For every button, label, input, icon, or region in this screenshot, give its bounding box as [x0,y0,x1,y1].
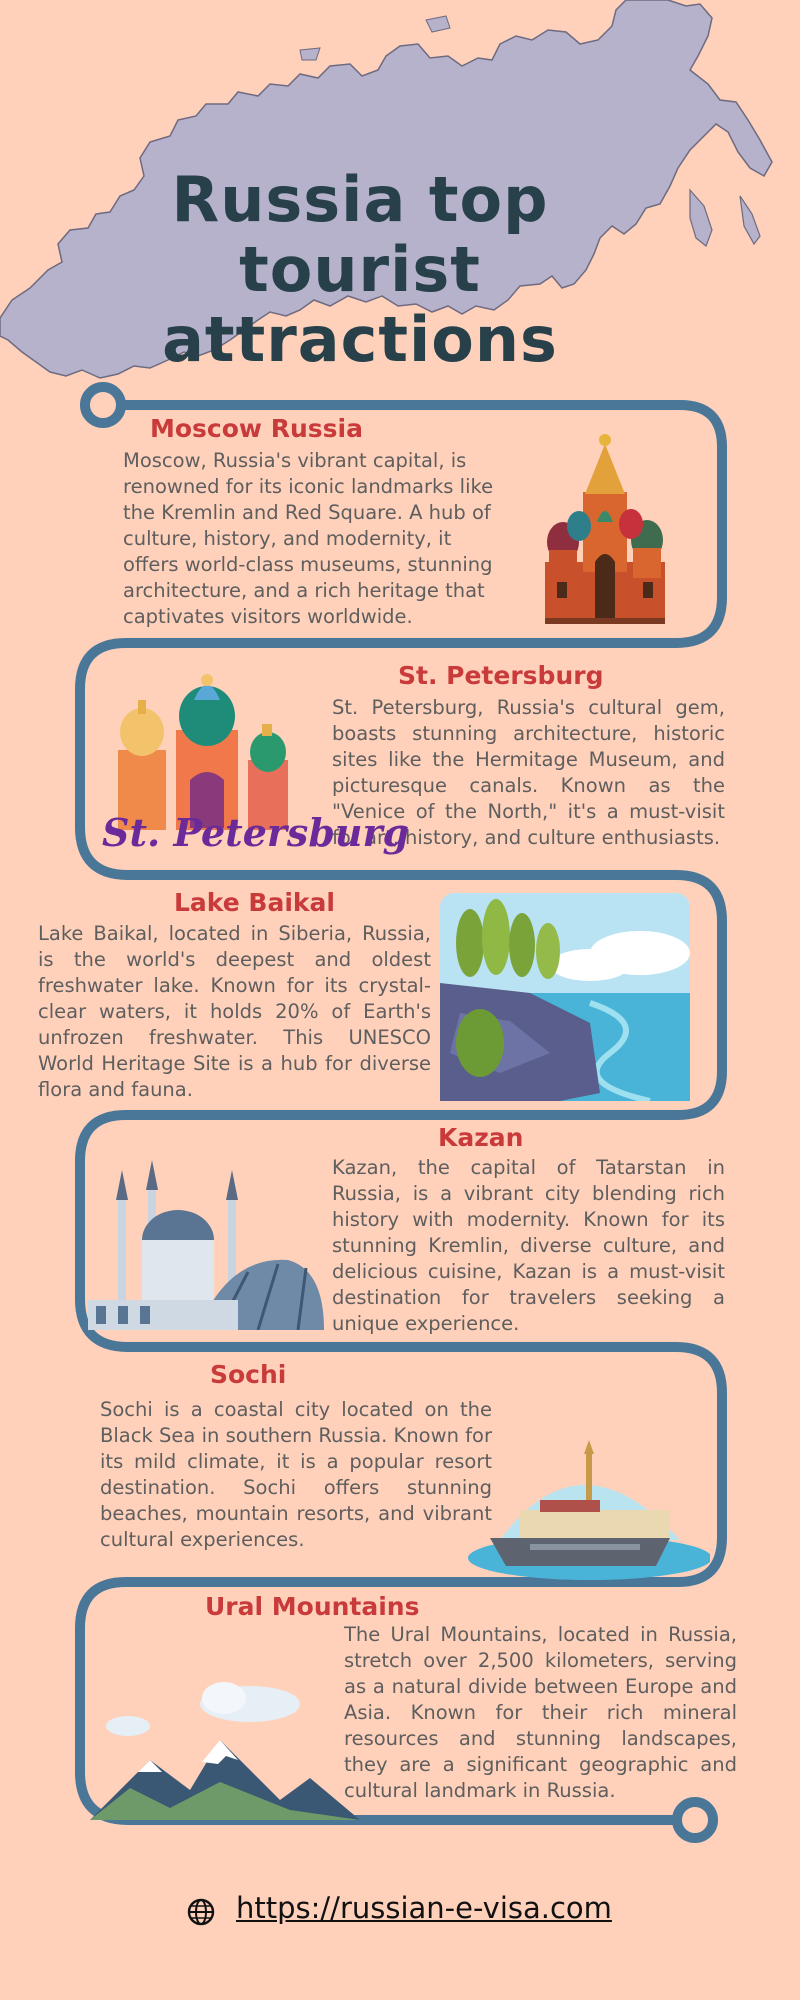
kazan-mosque-illustration [88,1160,324,1330]
section-heading-moscow: Moscow Russia [150,414,363,443]
section-heading-kazan: Kazan [438,1123,524,1152]
website-link[interactable]: https://russian-e-visa.com [236,1891,612,1925]
sochi-port-illustration [460,1440,710,1580]
page-title: Russia top tourist attractions [162,163,558,376]
section-heading-lake-baikal: Lake Baikal [174,888,335,917]
st-basils-cathedral-illustration [535,422,675,628]
section-heading-ural-mountains: Ural Mountains [205,1592,420,1621]
section-heading-sochi: Sochi [210,1360,287,1389]
section-text-kazan: Kazan, the capital of Tatarstan in Russia, is a vibrant city blending rich history with modernity. Known for its stunning Kremlin, diverse culture, and delicious cuisine, Kazan is a must-visit destination for travelers seeking a unique experience. [332,1156,725,1335]
section-text-moscow: Moscow, Russia's vibrant capital, is renowned for its iconic landmarks like the Kremlin and Red Square. A hub of culture, history, and modernity, it offers world-class museums, stunning architecture, and a rich heritage that captivates visitors worldwide. [123,449,494,628]
section-heading-st-petersburg: St. Petersburg [398,661,604,690]
globe-icon [186,1897,216,1927]
mountains-illustration [90,1670,360,1820]
section-text-ural-mountains: The Ural Mountains, located in Russia, stretch over 2,500 kilometers, serving as a natural divide between Europe and Asia. Known for their rich mineral resources and stunning landscapes, they are a significant geographic and cultural landmark in Russia. [344,1623,737,1802]
st-petersburg-illustration-text: St. Petersburg [102,810,410,855]
lake-cliff-illustration [440,893,690,1101]
section-text-st-petersburg: St. Petersburg, Russia's cultural gem, boasts stunning architecture, historic sites like the Hermitage Museum, and picturesque canals. Known as the "Venice of the North," it's a must-visit for art, history, and culture enthusiasts. [332,696,725,849]
section-text-sochi: Sochi is a coastal city located on the Black Sea in southern Russia. Known for its mild climate, it is a popular resort destination. Sochi offers stunning beaches, mountain resorts, and vibrant cultural experiences. [100,1398,492,1551]
section-text-lake-baikal: Lake Baikal, located in Siberia, Russia, is the world's deepest and oldest freshwater lake. Known for its crystal-clear waters, it holds 20% of Earth's unfrozen freshwater. This UNESCO World Heritage Site is a hub for diverse flora and fauna. [38,922,431,1101]
church-of-savior-illustration [98,660,410,870]
